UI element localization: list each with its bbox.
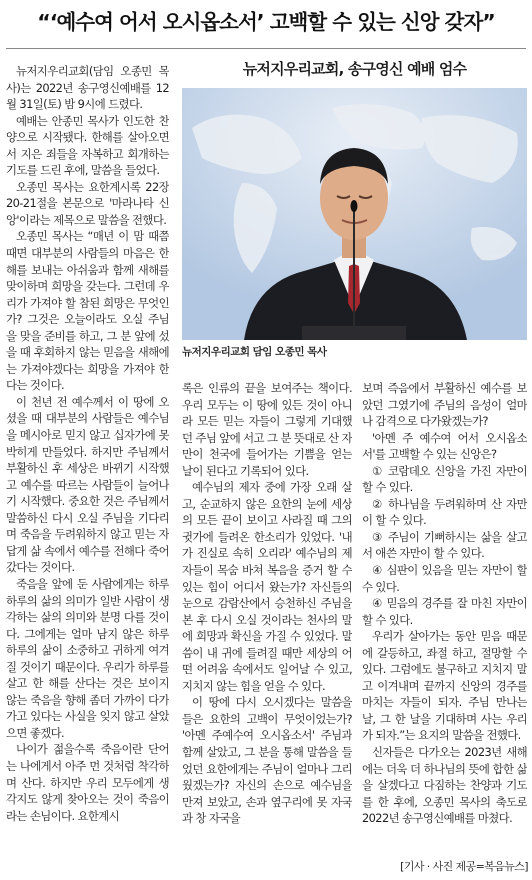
article-paragraph: 보며 즉음에서 부활하신 예수를 보았던 그였기에 주님의 음성이 얼마나 감격으로 다가왔겠는가?	[362, 381, 527, 429]
list-item: ① 코람데오 신앙을 가진 자만이 할 수 있다.	[362, 463, 527, 495]
article-paragraph: 예배는 안종민 목사가 인도한 찬양으로 시작됐다. 한해를 살아오면서 지은 죄들을 자복하고 회개하는 기도를 드린 후에, 말씀을 들었다.	[6, 113, 169, 178]
article-paragraph: 죽음을 앞에 둔 사람에게는 하루하루의 삶의 의미가 일반 사람이 생각하는 삶의 의미와 분명 다를 것이다. 그에게는 얼마 남지 않은 하루하루의 삶이 소중하고 귀하게 여겨질 것이기 때문이다. 우리가 하루를 살고 한 해를 산다는 것은 보이지 않는 죽음을 향해 좀더 가까이 다가가고 있다는 사실을 잊지 않고 살았으면 좋겠다.	[6, 576, 169, 740]
photo-illustration	[182, 88, 527, 340]
article-paragraph: 오종민 목사는 요한계시록 22장 20-21절을 본문으로 '마라나타 신앙'이라는 제목으로 말씀을 전했다.	[6, 179, 169, 227]
article-paragraph: '아멘 주 예수여 어서 오시옵소서'를 고백할 수 있는 신앙은?	[362, 430, 527, 462]
article-paragraph: 예수님의 제자 중에 가장 오래 살고, 순교하지 않은 요한의 눈에 세상의 모든 끝이 보이고 사라질 때 그의 귓가에 들려온 한소리가 있었다. '내가 진실로 속히 오리라' 예수님의 제자들이 목숨 바쳐 복음을 증거 할 수 있는 힘이 어디서 왔는가? 자신들의 눈으로 감람산에서 승천하신 주님을 본 후 다시 오실 것이라는 천사의 말에 희망과 확신을 가질 수 있었다. 말씀이 내 귀에 들려질 때만 세상의 어떤 어려움 속에서도 일어날 수 있고, 지치지 않는 힘을 얻을 수 있다.	[182, 480, 352, 693]
article-paragraph: 록은 인류의 끝을 보여주는 책이다. 우리 모두는 이 땅에 있든 것이 아니라 모든 믿는 자들이 그렇게 기대했던 주님 앞에 서고 그 분 뜻대로 산 자만이 천국에 들어가는 기쁨을 얻는 날이 된다고 기록되어 있다.	[182, 381, 352, 478]
article-paragraph: 뉴저지우리교회(담임 오종민 목사)는 2022년 송구영신예배를 12월 31일(토) 밤 9시에 드렸다.	[6, 64, 169, 112]
article-paragraph: 나이가 젊을수록 죽음이란 단어는 나에게서 아주 먼 것처럼 착각하며 산다. 하지만 우리 모두에게 생각지도 않게 찾아오는 것이 죽음이라는 손님이다. 요한계시	[6, 742, 169, 823]
article-photo	[182, 88, 527, 340]
subheadline: 뉴저지우리교회, 송구영신 예배 엄수	[242, 60, 467, 78]
list-item: ② 하나님을 두려워하며 산 자만이 할 수 있다.	[362, 496, 527, 528]
article-paragraph: 신자들은 다가오는 2023년 새해에는 더욱 더 하나님의 뜻에 합한 삶을 살겠다고 다짐하는 찬양과 기도를 한 후에, 오종민 목사의 축도로 2022년 송구영신예배를 마쳤다.	[362, 745, 527, 826]
article-paragraph: 오종민 목사는 “매년 이 맘 때쯤 때면 대부분의 사람들의 마음은 한 해를 보내는 아쉬움과 함께 새해를 맞이하며 희망을 갖는다. 그런데 우리가 가져야 할 참된 희망은 무엇인가? 그것은 오늘이라도 오실 주님을 맞을 준비를 하고, 그 분 앞에 섰을 때 후회하지 않는 믿음을 새해에는 가져야겠다는 희망을 가져야 한다는 것이다.	[6, 229, 169, 393]
article-column-1	[6, 63, 169, 875]
headline: “‘예수여 어서 오시옵소서’ 고백할 수 있는 신앙 갖자”	[37, 10, 495, 34]
article-column-3	[362, 380, 527, 875]
article-column-2	[182, 380, 352, 875]
article-paragraph: 이 땅에 다시 오시겠다는 말씀을 들은 요한의 고백이 무엇이었는가? '아멘 주예수여 오시옵소서' 주님과 함께 살았고, 그 분을 통해 말씀을 들었던 요한에게는 주님이 얼마나 그리웠겠는가? 자신의 손으로 예수님을 만져 보았고, 손과 옆구리에 못 자국과 창 자국을	[182, 695, 352, 826]
divider	[6, 48, 526, 49]
list-item: ④ 믿음의 경주를 잘 마친 자만이 할 수 있다.	[362, 596, 527, 627]
article-paragraph: 우리가 살아가는 동안 믿음 때문에 갈등하고, 좌절 하고, 절망할 수 있다. 그럼에도 불구하고 지치지 말고 이겨내며 끝까지 신앙의 경주를 마치는 자들이 되자. 주님 만나는 날, 그 한 날을 기대하며 사는 우리가 되자.”는 요지의 말씀을 전했다.	[362, 629, 527, 743]
list-item: ④ 심판이 있음을 믿는 자만이 할 수 있다.	[362, 563, 527, 594]
photo-credit: [기사 · 사진 제공=복음뉴스]	[400, 860, 528, 873]
article-paragraph: 이 천년 전 예수께서 이 땅에 오셨을 때 대부분의 사람들은 예수님을 메시아로 믿지 않고 십자가에 못 박히게 만들었다. 하지만 주님께서 부활하신 후 세상은 바뀌기 시작했고 예수를 따르는 사람들이 늘어나기 시작했다. 중요한 것은 주님께서 말씀하신 다시 오실 주님을 기다리며 죽음을 두려워하지 않고 믿는 자답게 삶 속에서 예수를 전해다 죽어갔다는 것이다.	[6, 394, 169, 575]
list-item: ③ 주님이 기뻐하시는 삶을 살고서 애쓴 자만이 할 수 있다.	[362, 529, 527, 561]
lectern	[302, 326, 406, 340]
photo-caption: 뉴저지우리교회 담임 오종민 목사	[182, 346, 327, 358]
